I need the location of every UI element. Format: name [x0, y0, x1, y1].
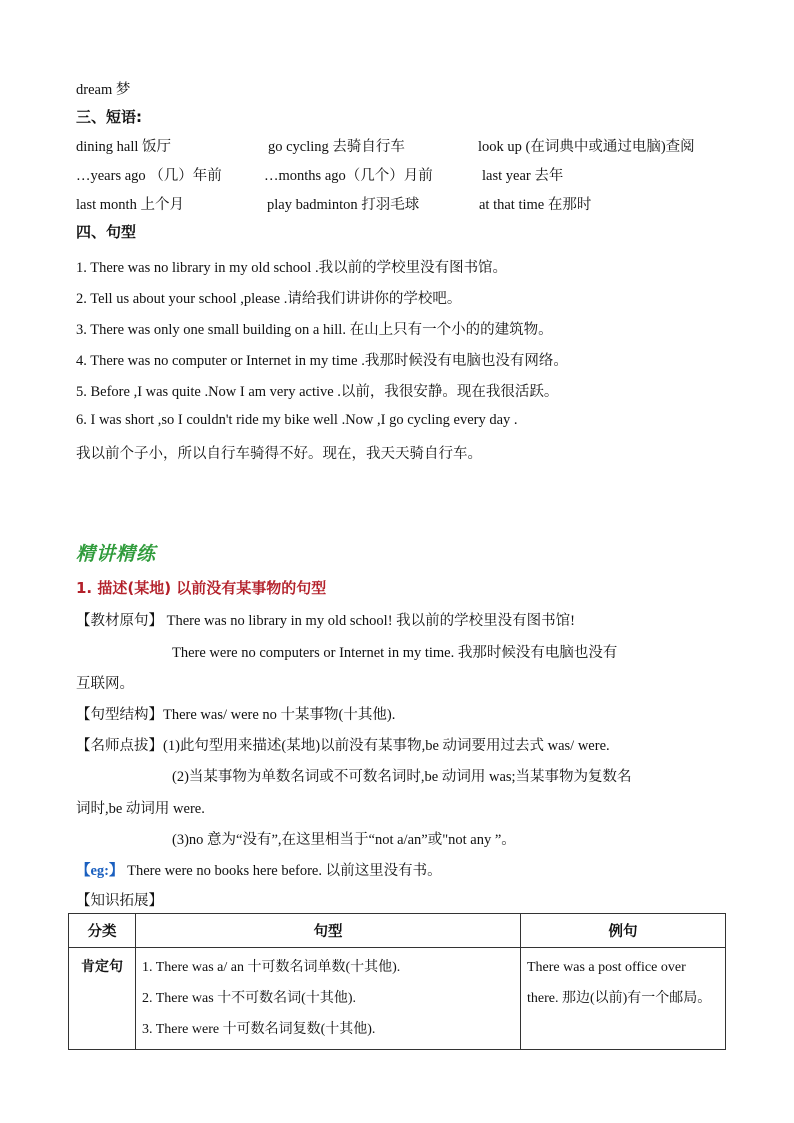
pattern-line: 1. There was a/ an 十可数名词单数(十其他).: [142, 960, 401, 975]
section-title-lecture: 精讲精练: [76, 543, 157, 565]
pattern-line: 3. There were 十可数名词复数(十其他).: [142, 1022, 376, 1037]
example-label: 【eg:】: [76, 863, 124, 879]
phrase-item: …months ago（几个）月前: [264, 168, 433, 184]
tip-1: (1)此句型用来描述(某地)以前没有某事物,be 动词要用过去式 was/ were.: [163, 738, 610, 754]
phrase-item: last year 去年: [482, 168, 564, 184]
sentence-translation: 我以前个子小，所以自行车骑得不好。现在，我天天骑自行车。: [76, 446, 482, 462]
expand-label: 【知识拓展】: [76, 893, 163, 909]
example-line: [76, 859, 442, 880]
tip-3: (3)no 意为“没有”,在这里相当于“not a/an”或"not any ”。: [172, 832, 516, 848]
sentence-item: 4. There was no computer or Internet in my time .我那时候没有电脑也没有网络。: [76, 353, 568, 369]
example-text: There were no books here before. 以前这里没有书。: [123, 863, 442, 879]
phrase-item: last month 上个月: [76, 197, 184, 213]
phrase-item: dining hall 饭厅: [76, 139, 172, 155]
vocab-item-dream: dream 梦: [76, 82, 131, 98]
textbook-line-1: There was no library in my old school! 我以前的学校里没有图书馆!: [163, 613, 575, 629]
sentence-item: 6. I was short ,so I couldn't ride my bike well .Now ,I go cycling every day .: [76, 412, 518, 428]
sentence-item: 2. Tell us about your school ,please .请给我们讲讲你的学校吧。: [76, 291, 462, 307]
table-header-row: [69, 914, 726, 948]
phrase-item: at that time 在那时: [479, 197, 592, 213]
sentence-item: 5. Before ,I was quite .Now I am very active .以前，我很安静。现在我很活跃。: [76, 384, 559, 400]
tip-2b: 词时,be 动词用 were.: [76, 801, 205, 817]
structure-line: [76, 703, 395, 724]
textbook-line-2: There were no computers or Internet in my time. 我那时候没有电脑也没有: [172, 645, 618, 661]
pattern-line: 2. There was 十不可数名词(十其他).: [142, 991, 356, 1006]
phrase-item: look up (在词典中或通过电脑)查阅: [478, 139, 695, 155]
phrase-item: …years ago （几）年前: [76, 168, 222, 184]
table-row: [69, 948, 726, 1050]
textbook-line-3: 互联网。: [76, 676, 134, 692]
structure-text: There was/ were no 十某事物(十其他).: [163, 707, 396, 723]
sentence-item: 3. There was only one small building on a hill. 在山上只有一个小的的建筑物。: [76, 322, 553, 338]
knowledge-table: [68, 913, 726, 1050]
example-line-2: there. 那边(以前)有一个邮局。: [527, 991, 712, 1006]
phrase-item: play badminton 打羽毛球: [267, 197, 420, 213]
table-header-category: 分类: [69, 914, 136, 948]
example-line-1: There was a post office over: [527, 960, 686, 975]
table-header-example: 例句: [521, 914, 726, 948]
tip-2a: (2)当某事物为单数名词或不可数名词时,be 动词用 was;当某事物为复数名: [172, 769, 632, 785]
textbook-sentence: [76, 609, 575, 630]
tips-label: 【名师点拔】: [76, 738, 163, 754]
table-cell-category: 肯定句: [69, 948, 136, 1050]
sentences-heading: 四、句型: [76, 223, 137, 241]
tips-line: [76, 734, 610, 755]
table-cell-patterns: [136, 948, 521, 1050]
point-title: 1. 描述(某地) 以前没有某事物的句型: [76, 579, 327, 597]
table-header-pattern: 句型: [136, 914, 521, 948]
phrase-item: go cycling 去骑自行车: [268, 139, 405, 155]
table-cell-example: [521, 948, 726, 1050]
structure-label: 【句型结构】: [76, 707, 163, 723]
sentence-item: 1. There was no library in my old school .我以前的学校里没有图书馆。: [76, 260, 508, 276]
phrases-heading: 三、短语:: [76, 108, 142, 126]
textbook-label: 【教材原句】: [76, 613, 163, 629]
